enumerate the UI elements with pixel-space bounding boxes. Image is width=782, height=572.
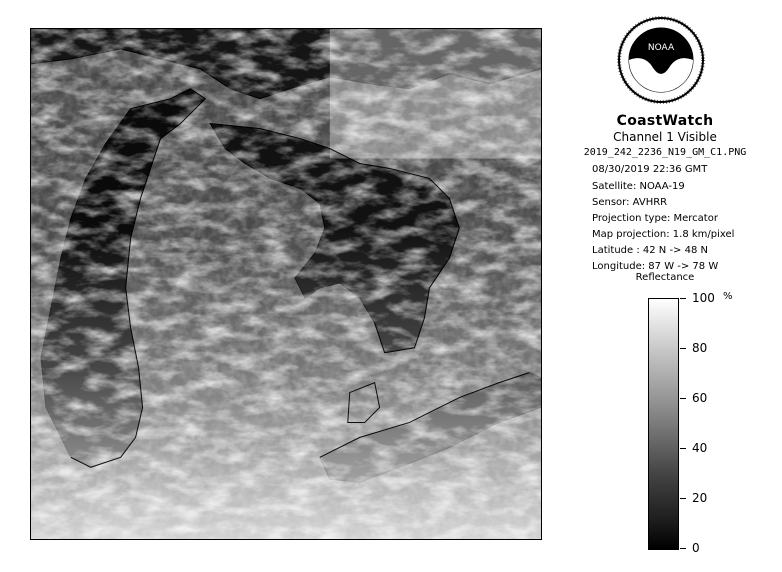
coastline-map	[31, 29, 541, 539]
colorbar-title: Reflectance	[635, 272, 695, 283]
projection-type: Projection type: Mercator	[592, 213, 718, 224]
noaa-logo	[617, 16, 705, 104]
colorbar-tick-label: 20	[692, 491, 708, 505]
colorbar-tick-label: 40	[692, 441, 708, 455]
sensor: Sensor: AVHRR	[592, 197, 668, 208]
brand-title: CoastWatch	[616, 113, 714, 129]
colorbar-tick-label: 80	[692, 341, 708, 355]
colorbar-tick	[680, 448, 686, 449]
channel-title: Channel 1 Visible	[613, 130, 717, 144]
map-projection: Map projection: 1.8 km/pixel	[592, 229, 735, 240]
noaa-logo-icon	[617, 16, 705, 104]
longitude-range: Longitude: 87 W -> 78 W	[592, 261, 719, 272]
colorbar-tick	[680, 498, 686, 499]
filename: 2019_242_2236_N19_GM_C1.PNG	[583, 147, 747, 158]
satellite: Satellite: NOAA-19	[592, 181, 685, 192]
noaa-logo-text: NOAA	[647, 43, 675, 53]
colorbar-tick	[680, 548, 686, 549]
colorbar-tick-label: 0	[692, 541, 700, 555]
colorbar-tick-label: 100	[692, 291, 715, 305]
colorbar-tick	[680, 348, 686, 349]
satellite-image	[30, 28, 542, 540]
colorbar-tick	[680, 298, 686, 299]
colorbar	[648, 298, 679, 550]
latitude-range: Latitude : 42 N -> 48 N	[592, 245, 708, 256]
colorbar-tick	[680, 398, 686, 399]
datetime: 08/30/2019 22:36 GMT	[592, 164, 708, 175]
colorbar-tick-label: 60	[692, 391, 708, 405]
colorbar-unit: %	[723, 291, 733, 302]
